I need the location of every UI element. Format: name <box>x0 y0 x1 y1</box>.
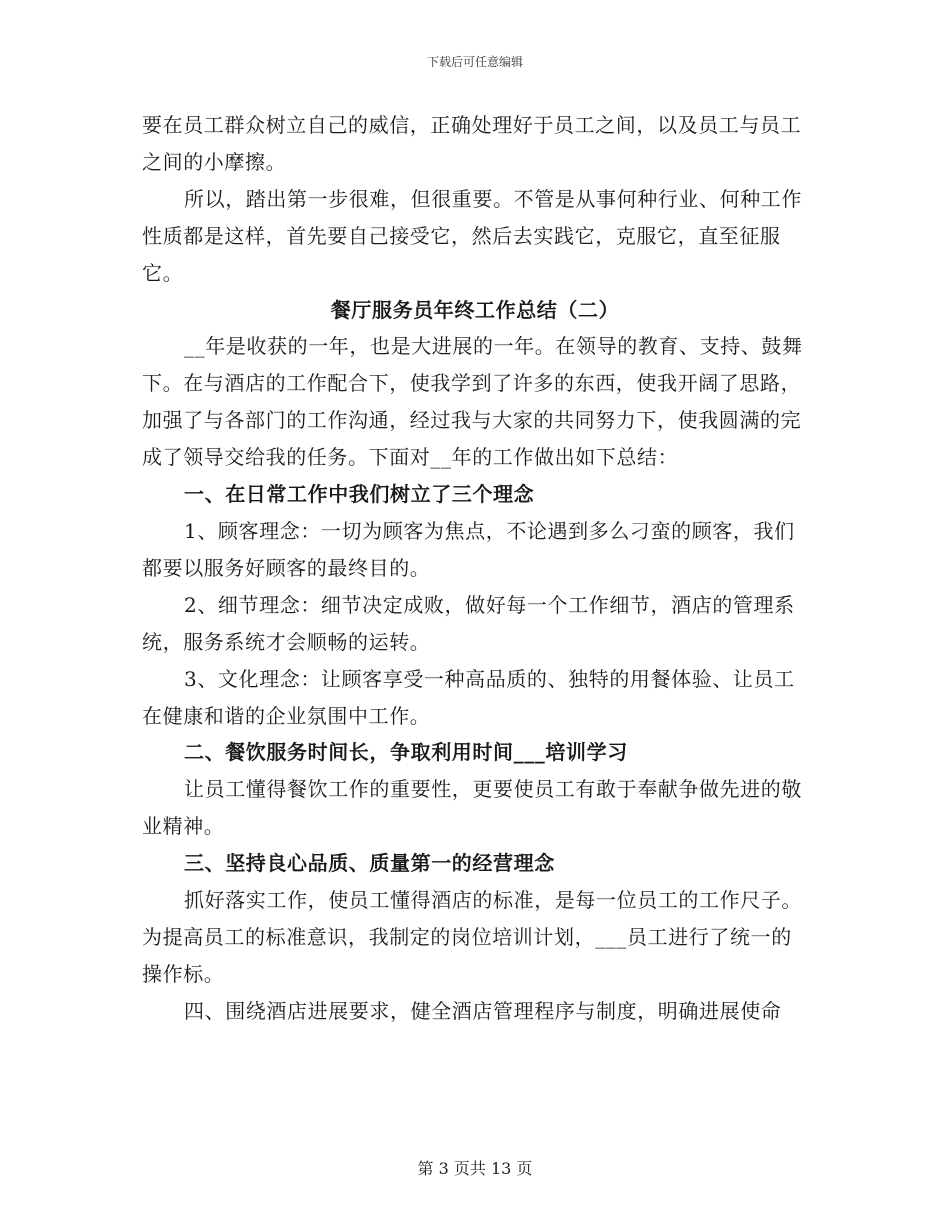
paragraph: 3、文化理念：让顾客享受一种高品质的、独特的用餐体验、让员工在健康和谐的企业氛围中工作。 <box>142 666 795 728</box>
section-heading-2: 二、餐饮服务时间长，争取利用时间___培训学习 <box>184 740 628 765</box>
section-title: 餐厅服务员年终工作总结（二） <box>330 297 620 322</box>
section-heading-1: 一、在日常工作中我们树立了三个理念 <box>184 482 535 507</box>
paragraph: 让员工懂得餐饮工作的重要性，更要使员工有敢于奉献争做先进的敬业精神。 <box>142 777 802 839</box>
paragraph: 抓好落实工作，使员工懂得酒店的标准，是每一位员工的工作尺子。为提高员工的标准意识，我制定的岗位培训计划，___员工进行了统一的操作标。 <box>142 888 802 986</box>
section-heading-3: 三、坚持良心品质、质量第一的经营理念 <box>184 851 555 876</box>
paragraph: 所以，踏出第一步很难，但很重要。不管是从事何种行业、何种工作性质都是这样，首先要自己接受它，然后去实践它，克服它，直至征服它。 <box>142 186 802 285</box>
paragraph: __年是收获的一年，也是大进展的一年。在领导的教育、支持、鼓舞下。在与酒店的工作配合下，使我学到了许多的东西，使我开阔了思路，加强了与各部门的工作沟通，经过我与大家的共同努力下，使我圆满的完成了领导交给我的任务。下面对__年的工作做出如下总结： <box>142 334 803 470</box>
paragraph: 2、细节理念：细节决定成败，做好每一个工作细节，酒店的管理系统，服务系统才会顺畅的运转。 <box>142 592 795 654</box>
paragraph-continued: 要在员工群众树立自己的威信，正确处理好于员工之间，以及员工与员工之间的小摩擦。 <box>142 113 802 174</box>
paragraph: 1、顾客理念：一切为顾客为焦点，不论遇到多么刁蛮的顾客，我们都要以服务好顾客的最终目的。 <box>142 518 795 580</box>
page-header: 下载后可任意编辑 <box>426 55 523 69</box>
paragraph: 四、围绕酒店进展要求，健全酒店管理程序与制度，明确进展使命 <box>184 998 782 1023</box>
document-body <box>142 107 808 1030</box>
page-footer: 第 3 页共 13 页 <box>417 1159 533 1178</box>
